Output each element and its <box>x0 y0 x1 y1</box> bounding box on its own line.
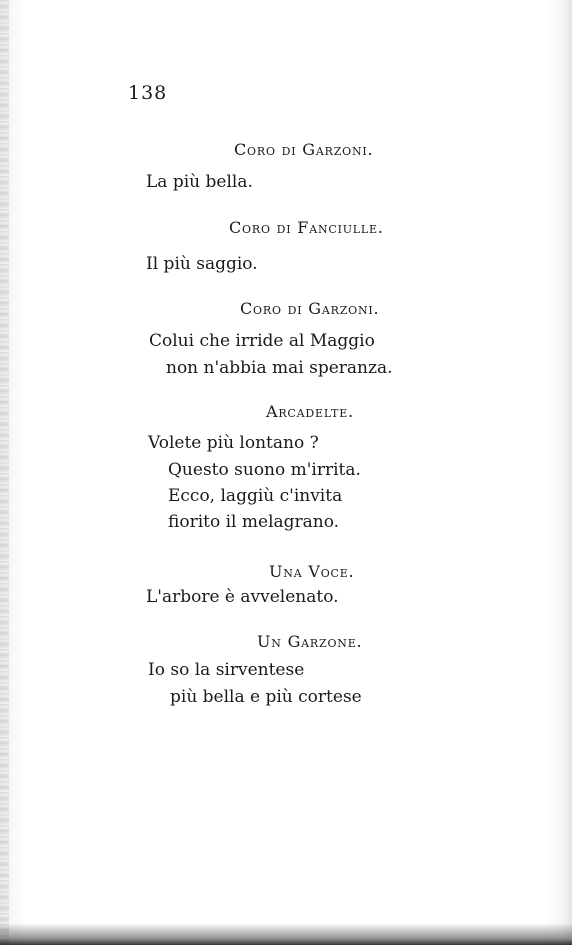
speaker-arcadelte: Arcadelte. <box>266 402 354 421</box>
verse-line: Questo suono m'irrita. <box>168 460 361 480</box>
speaker-un-garzone: Un Garzone. <box>257 632 363 651</box>
page-number: 138 <box>128 82 168 104</box>
speaker-coro-di-garzoni: Coro di Garzoni. <box>240 299 380 318</box>
speaker-coro-di-garzoni: Coro di Garzoni. <box>234 140 374 159</box>
verse-line: Volete più lontano ? <box>148 433 319 453</box>
verse-line: più bella e più cortese <box>170 687 362 707</box>
page-bottom-edge <box>0 923 572 945</box>
verse-line: non n'abbia mai speranza. <box>166 358 393 378</box>
verse-line: Ecco, laggiù c'invita <box>168 486 343 506</box>
verse-line: fiorito il melagrano. <box>168 512 340 532</box>
verse-line: Io so la sirventese <box>148 660 305 680</box>
verse-line: Il più saggio. <box>146 254 258 274</box>
verse-line: La più bella. <box>146 172 253 192</box>
page-left-edge <box>0 0 9 945</box>
speaker-coro-di-fanciulle: Coro di Fanciulle. <box>229 218 384 237</box>
speaker-una-voce: Una Voce. <box>269 562 355 581</box>
verse-line: L'arbore è avvelenato. <box>146 587 339 607</box>
verse-line: Colui che irride al Maggio <box>149 331 375 351</box>
